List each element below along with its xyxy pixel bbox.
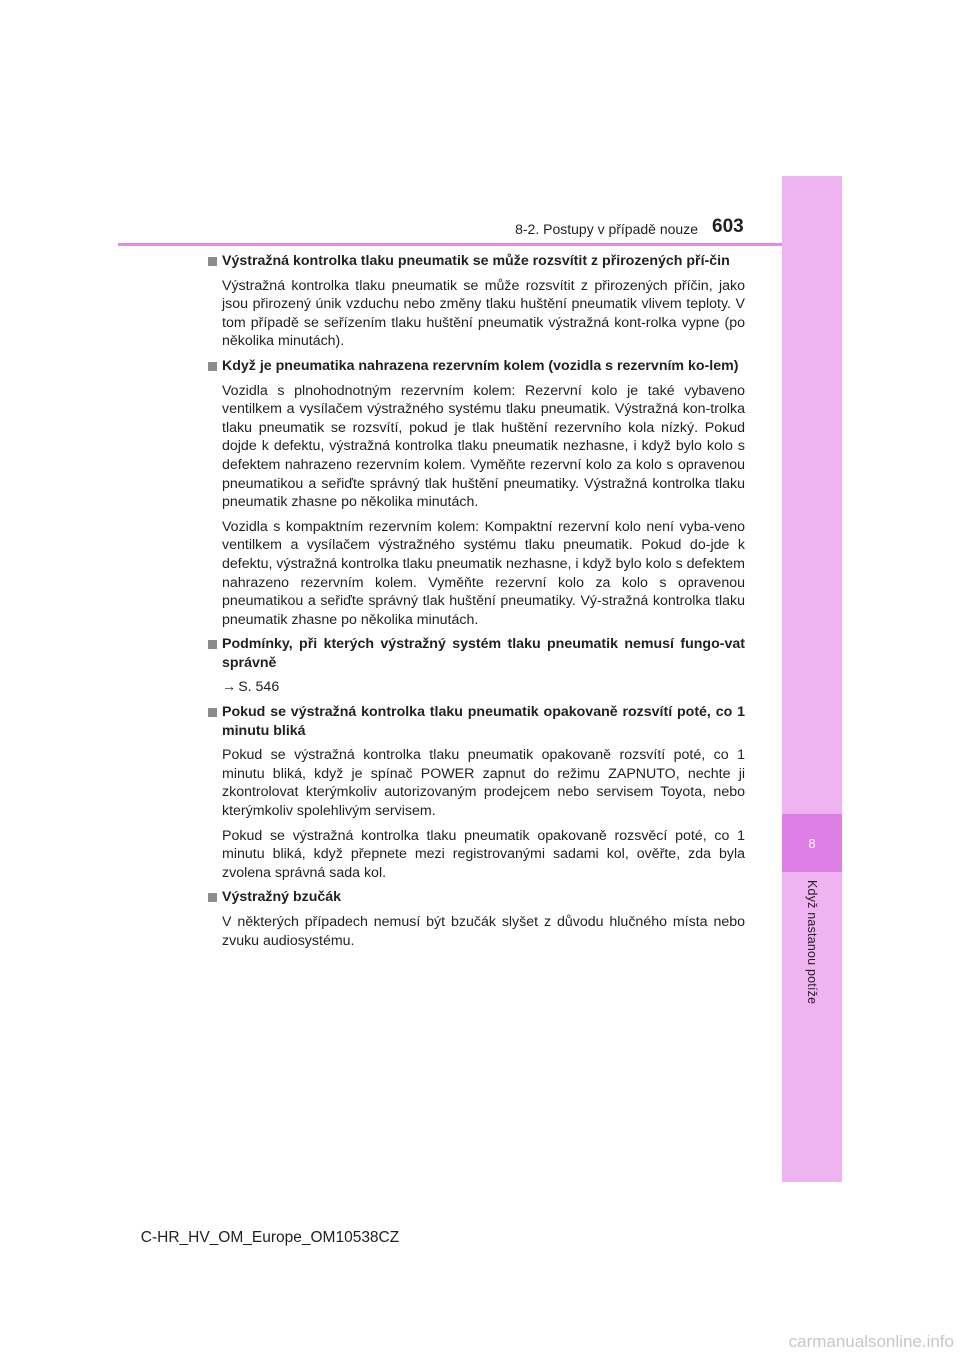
body-paragraph: Výstražná kontrolka tlaku pneumatik se může rozsvítit z přirozených příčin, jako jsou přirozený únik vzduchu nebo změny tlaku huštění pneumatik vlivem teploty. V tom případě se seřízením tlaku huštění pneumatik výstražná kont-rolka vypne (po několika minutách). [222,277,745,350]
page-reference-link[interactable] [222,678,745,697]
body-paragraph: Pokud se výstražná kontrolka tlaku pneumatik opakovaně rozsvítí poté, co 1 minutu bliká, když je spínač POWER zapnut do režimu ZAPNUTO, nechte ji zkontrolovat kterýmkoliv autorizovaným prodejcem nebo servisem Toyota, nebo kterýmkoliv spolehlivým servisem. [222,747,745,820]
page-reference-text: S. 546 [238,679,280,696]
chapter-number: 8 [808,835,816,851]
section-item [208,635,745,697]
header-divider [118,243,782,246]
square-bullet-icon [208,708,217,717]
section-item [208,357,745,629]
page-content [208,252,745,956]
section-heading-text: Pokud se výstražná kontrolka tlaku pneumatik opakovaně rozsvítí poté, co 1 minutu bliká [222,704,745,739]
square-bullet-icon [208,257,217,266]
section-title: 8-2. Postupy v případě nouze [515,221,698,237]
section-heading [208,252,745,271]
section-heading [208,357,745,376]
chapter-title: Když nastanou potíže [805,880,819,1005]
section-heading [208,888,745,907]
body-paragraph: Pokud se výstražná kontrolka tlaku pneumatik opakovaně rozsvěcí poté, co 1 minutu bliká, když přepnete mezi registrovanými sadami kol, ověřte, zda byla zvolena správná sada kol. [222,827,745,881]
section-heading-text: Když je pneumatika nahrazena rezervním kolem (vozidla s rezervním ko-lem) [222,357,739,374]
square-bullet-icon [208,640,217,649]
body-paragraph: Vozidla s kompaktním rezervním kolem: Kompaktní rezervní kolo není vyba-veno ventilkem a vysílačem výstražného systému tlaku pneumatik. Pokud do-jde k defektu, výstražná kontrolka tlaku pneumatik nezhasne, i když bylo kolo s defektem nahrazeno rezervním kolem. Vyměňte rezervní kolo za kolo s opravenou pneumatikou a seřiďte správný tlak huštění pneumatiky. Vý-stražná kontrolka tlaku pneumatik zhasne po několika minutách. [222,518,745,628]
section-heading-text: Výstražný bzučák [222,889,342,906]
chapter-number-tab[interactable] [782,814,842,872]
document-code: C-HR_HV_OM_Europe_OM10538CZ [140,1229,400,1246]
section-item [208,888,745,950]
section-heading [208,635,745,672]
body-paragraph: V některých případech nemusí být bzučák slyšet z důvodu hlučného místa nebo zvuku audiosystému. [222,914,745,949]
section-heading-text: Podmínky, při kterých výstražný systém tlaku pneumatik nemusí fungo-vat správně [222,636,745,671]
square-bullet-icon [208,362,217,371]
arrow-right-icon: → [222,679,237,696]
section-item [208,252,745,351]
section-heading-text: Výstražná kontrolka tlaku pneumatik se může rozsvítit z přirozených pří-čin [222,253,730,269]
chapter-title-label [782,880,842,1030]
square-bullet-icon [208,893,217,902]
chapter-side-strip [782,176,842,1182]
section-item [208,703,745,882]
section-heading [208,703,745,740]
page-number: 603 [712,216,744,237]
watermark: carmanualsonline.info [788,1332,954,1351]
body-paragraph: Vozidla s plnohodnotným rezervním kolem: Rezervní kolo je také vybaveno ventilkem a vysílačem výstražného systému tlaku pneumatik. Výstražná kon-trolka tlaku pneumatik se rozsvítí, pokud je tlak huštění rezervního kola nízký. Pokud dojde k defektu, výstražná kontrolka tlaku pneumatik nezhasne, i když bylo kolo s defektem nahrazeno rezervním kolem. Vyměňte rezervní kolo za kolo s opravenou pneumatikou a seřiďte správný tlak huštění pneumatiky. Výstražná kontrolka tlaku pneumatik zhasne po několika minutách. [222,382,745,511]
